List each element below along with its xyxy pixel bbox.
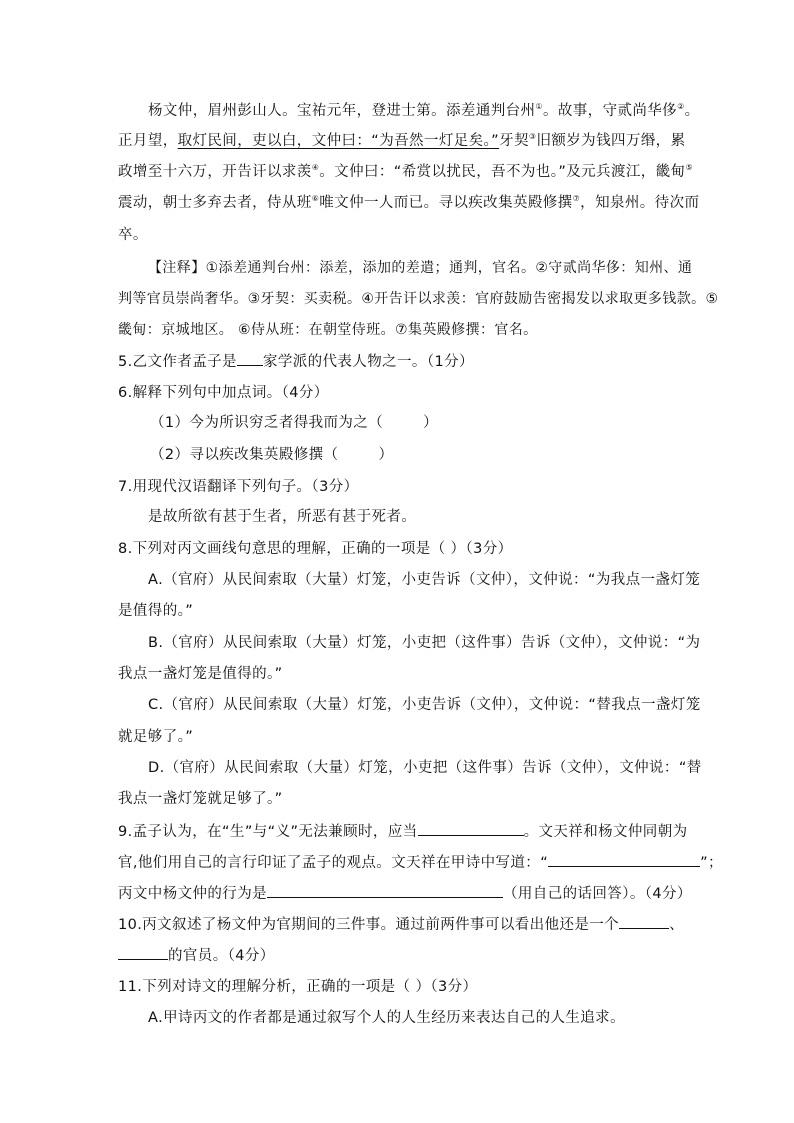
question-9-line-2 xyxy=(118,852,723,873)
passage-line-3 xyxy=(118,162,693,182)
notes-line-3: 畿甸：京城地区。 ⑥侍从班：在朝堂侍班。⑦集英殿修撰：官名。 xyxy=(118,322,538,338)
question-9-line-3 xyxy=(118,883,692,904)
option-a-line-2: 是值得的。” xyxy=(118,603,194,619)
question-11: 11.下列对诗文的理解分析，正确的一项是（ ）（3分） xyxy=(118,979,478,995)
text-run: ） xyxy=(378,447,394,463)
footnote-marker: ⑥ xyxy=(311,194,320,204)
text-run: 杨文仲，眉州彭山人。宝祐元年，登进士第。添差通判台州 xyxy=(148,103,536,119)
text-run: ，知泉州。待次而 xyxy=(580,195,700,211)
text-run: ） xyxy=(423,415,439,431)
question-9-line-1 xyxy=(118,821,688,842)
passage-line-1 xyxy=(148,101,700,121)
text-run: 9.孟子认为，在“生”与“义”无法兼顾时，应当 xyxy=(118,824,418,840)
text-run: 牙契 xyxy=(499,133,529,149)
question-6: 6.解释下列句中加点词。（4分） xyxy=(118,385,329,401)
answer-blank[interactable] xyxy=(267,883,503,898)
question-6-item-2 xyxy=(150,445,393,465)
option-b-line-2: 我点一盏灯笼是值得的。” xyxy=(118,666,283,682)
text-run: 正月望， xyxy=(118,133,178,149)
footnote-marker: ⑤ xyxy=(685,163,694,173)
question-7-sentence: 是故所欲有甚于生者，所恶有甚于死者。 xyxy=(148,509,417,525)
text-run: 。文仲曰：“希赏以扰民，吾不为也。”及元兵渡江，畿甸 xyxy=(319,164,686,180)
text-run: 旧额岁为钱四万缗，累 xyxy=(536,133,686,149)
answer-blank[interactable] xyxy=(548,852,700,867)
footnote-marker: ① xyxy=(535,102,543,112)
text-run: 丙文中杨文仲的行为是 xyxy=(118,886,267,902)
text-run: 。故事，守贰尚华侈 xyxy=(542,103,678,119)
option-b-line-1: B.（官府）从民间索取（大量）灯笼，小吏把（这件事）告诉（文仲），文仲说：“为 xyxy=(148,635,701,651)
question-6-item-1 xyxy=(150,413,438,433)
answer-blank[interactable] xyxy=(237,351,263,366)
passage-line-5 xyxy=(118,225,148,245)
text-run: 的官员。（4分） xyxy=(168,948,275,964)
text-run: 5.乙文作者孟子是 xyxy=(118,354,237,370)
text-run: （1）今为所识穷乏者得我而为之（ xyxy=(150,415,384,431)
text-run: ”； xyxy=(700,855,723,871)
text-run: 震动，朝士多弃去者，侍从班 xyxy=(118,195,312,211)
text-run: 官,他们用自己的言行印证了孟子的观点。文天祥在甲诗中写道：“ xyxy=(118,855,549,871)
footnote-marker: ④ xyxy=(311,163,320,173)
text-run: 10.丙文叙述了杨文仲为官期间的三件事。通过前两件事可以看出他还是一个 xyxy=(118,917,620,933)
answer-blank[interactable] xyxy=(418,821,524,836)
answer-blank[interactable] xyxy=(118,945,168,960)
text-run: 。 xyxy=(684,103,700,119)
question-8: 8.下列对丙文画线句意思的理解，正确的一项是（ ）（3分） xyxy=(118,541,513,557)
text-run: 卒。 xyxy=(118,227,148,243)
option-c-line-1: C.（官府）从民间索取（大量）灯笼，小吏告诉（文仲），文仲说：“替我点一盏灯笼 xyxy=(148,697,701,713)
text-run: 。文天祥和杨文仲同朝为 xyxy=(523,824,688,840)
text-run: （用自己的话回答）。（4分） xyxy=(503,886,692,902)
text-run: 、 xyxy=(669,917,684,933)
option-d-line-1: D.（官府）从民间索取（大量）灯笼，小吏把（这件事）告诉（文仲），文仲说：“替 xyxy=(148,760,702,776)
question-5 xyxy=(118,351,474,372)
underlined-sentence: 取灯民间，吏以白，文仲曰：“为吾然一灯足矣。” xyxy=(177,133,500,149)
text-run: 唯文仲一人而已。寻以疾改集英殿修撰 xyxy=(319,195,573,211)
question-10-line-1 xyxy=(118,914,684,935)
option-c-line-2: 就足够了。” xyxy=(118,729,194,745)
passage-line-2 xyxy=(118,131,685,151)
option-a-line-1: A.（官府）从民间索取（大量）灯笼，小吏告诉（文仲），文仲说：“为我点一盏灯笼 xyxy=(148,572,701,588)
notes-line-1: 【注释】①添差通判台州：添差，添加的差遣；通判，官名。②守贰尚华侈：知州、通 xyxy=(148,260,693,276)
notes-line-2: 判等官员崇尚奢华。③牙契：买卖税。④开告讦以求羡：官府鼓励告密揭发以求取更多钱款。⑤ xyxy=(118,291,719,307)
footnote-marker: ② xyxy=(677,102,685,112)
question-11-option-a: A.甲诗丙文的作者都是通过叙写个人的人生经历来表达自己的人生追求。 xyxy=(148,1010,625,1026)
answer-blank[interactable] xyxy=(619,914,669,929)
question-10-line-2 xyxy=(118,945,275,966)
text-run: 家学派的代表人物之一。（1分） xyxy=(262,354,474,370)
footnote-marker: ⑦ xyxy=(572,194,581,204)
text-run: 政增至十六万，开告讦以求羡 xyxy=(118,164,312,180)
footnote-marker: ③ xyxy=(528,132,537,142)
text-run: （2）寻以疾改集英殿修撰（ xyxy=(150,447,339,463)
passage-line-4 xyxy=(118,193,699,213)
option-d-line-2: 我点一盏灯笼就足够了。” xyxy=(118,791,283,807)
question-7: 7.用现代汉语翻译下列句子。（3分） xyxy=(118,479,359,495)
